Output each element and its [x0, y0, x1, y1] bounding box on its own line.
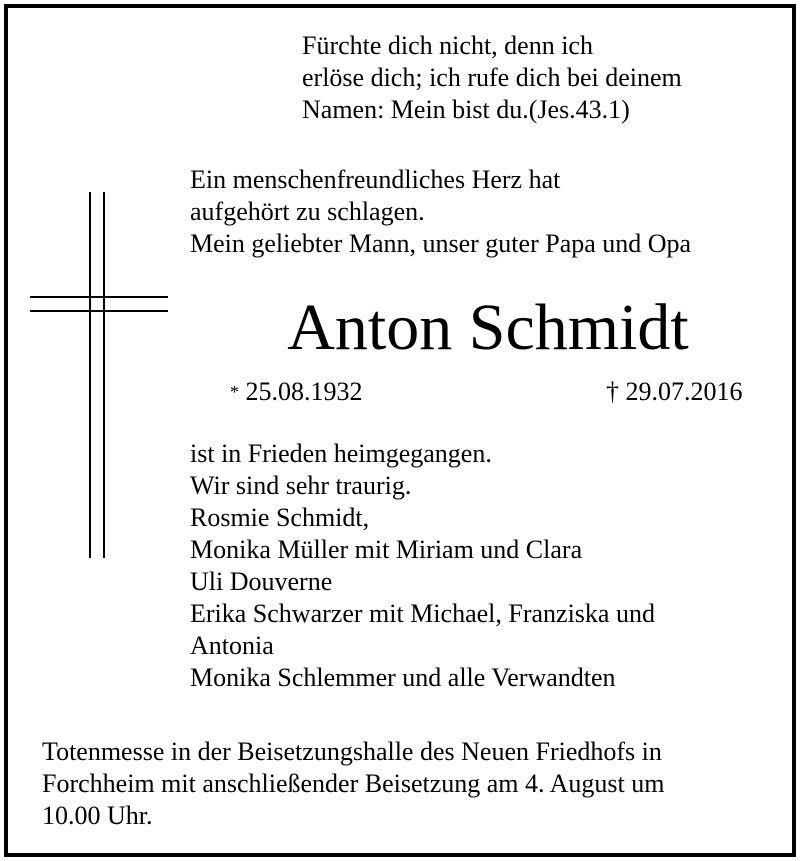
intro-line: aufgehört zu schlagen. — [190, 197, 425, 226]
birth-date: 25.08.1932 — [245, 377, 363, 406]
mourners-line: Erika Schwarzer mit Michael, Franziska und — [190, 599, 655, 628]
birth-star-icon: * — [230, 382, 239, 402]
death-date-row — [606, 376, 743, 408]
verse-line: erlöse dich; ich rufe dich bei deinem — [302, 63, 682, 92]
death-date: 29.07.2016 — [625, 377, 743, 406]
mourners-line: ist in Frieden heimgegangen. — [190, 439, 492, 468]
deceased-name: Anton Schmidt — [287, 291, 689, 364]
obituary-frame — [4, 4, 796, 857]
service-line: 10.00 Uhr. — [42, 801, 153, 830]
death-cross-icon: † — [606, 377, 619, 406]
mourners-line: Monika Müller mit Miriam und Clara — [190, 535, 583, 564]
service-line: Forchheim mit anschließender Beisetzung am 4. August um — [42, 769, 665, 798]
mourners-line: Monika Schlemmer und alle Verwandten — [190, 663, 616, 692]
mourners-line: Antonia — [190, 631, 274, 660]
mourners-line: Uli Douverne — [190, 567, 333, 596]
cross-horizontal-bottom-line — [30, 310, 168, 312]
funeral-service-text — [42, 736, 664, 832]
birth-date-row — [230, 376, 363, 408]
cross-vertical-right-line — [103, 192, 105, 558]
mourners-line: Rosmie Schmidt, — [190, 503, 370, 532]
service-line: Totenmesse in der Beisetzungshalle des Neuen Friedhofs in — [42, 737, 662, 766]
cross-icon — [30, 192, 170, 558]
verse-line: Fürchte dich nicht, denn ich — [302, 31, 593, 60]
intro-text — [190, 164, 691, 260]
bible-verse — [302, 30, 682, 126]
intro-line: Ein menschenfreundliches Herz hat — [190, 165, 561, 194]
cross-vertical-left-line — [89, 192, 91, 558]
mourners-text — [190, 438, 655, 694]
cross-horizontal-top-line — [30, 296, 168, 298]
intro-line: Mein geliebter Mann, unser guter Papa und Opa — [190, 229, 692, 258]
verse-line: Namen: Mein bist du.(Jes.43.1) — [302, 95, 630, 124]
mourners-line: Wir sind sehr traurig. — [190, 471, 412, 500]
